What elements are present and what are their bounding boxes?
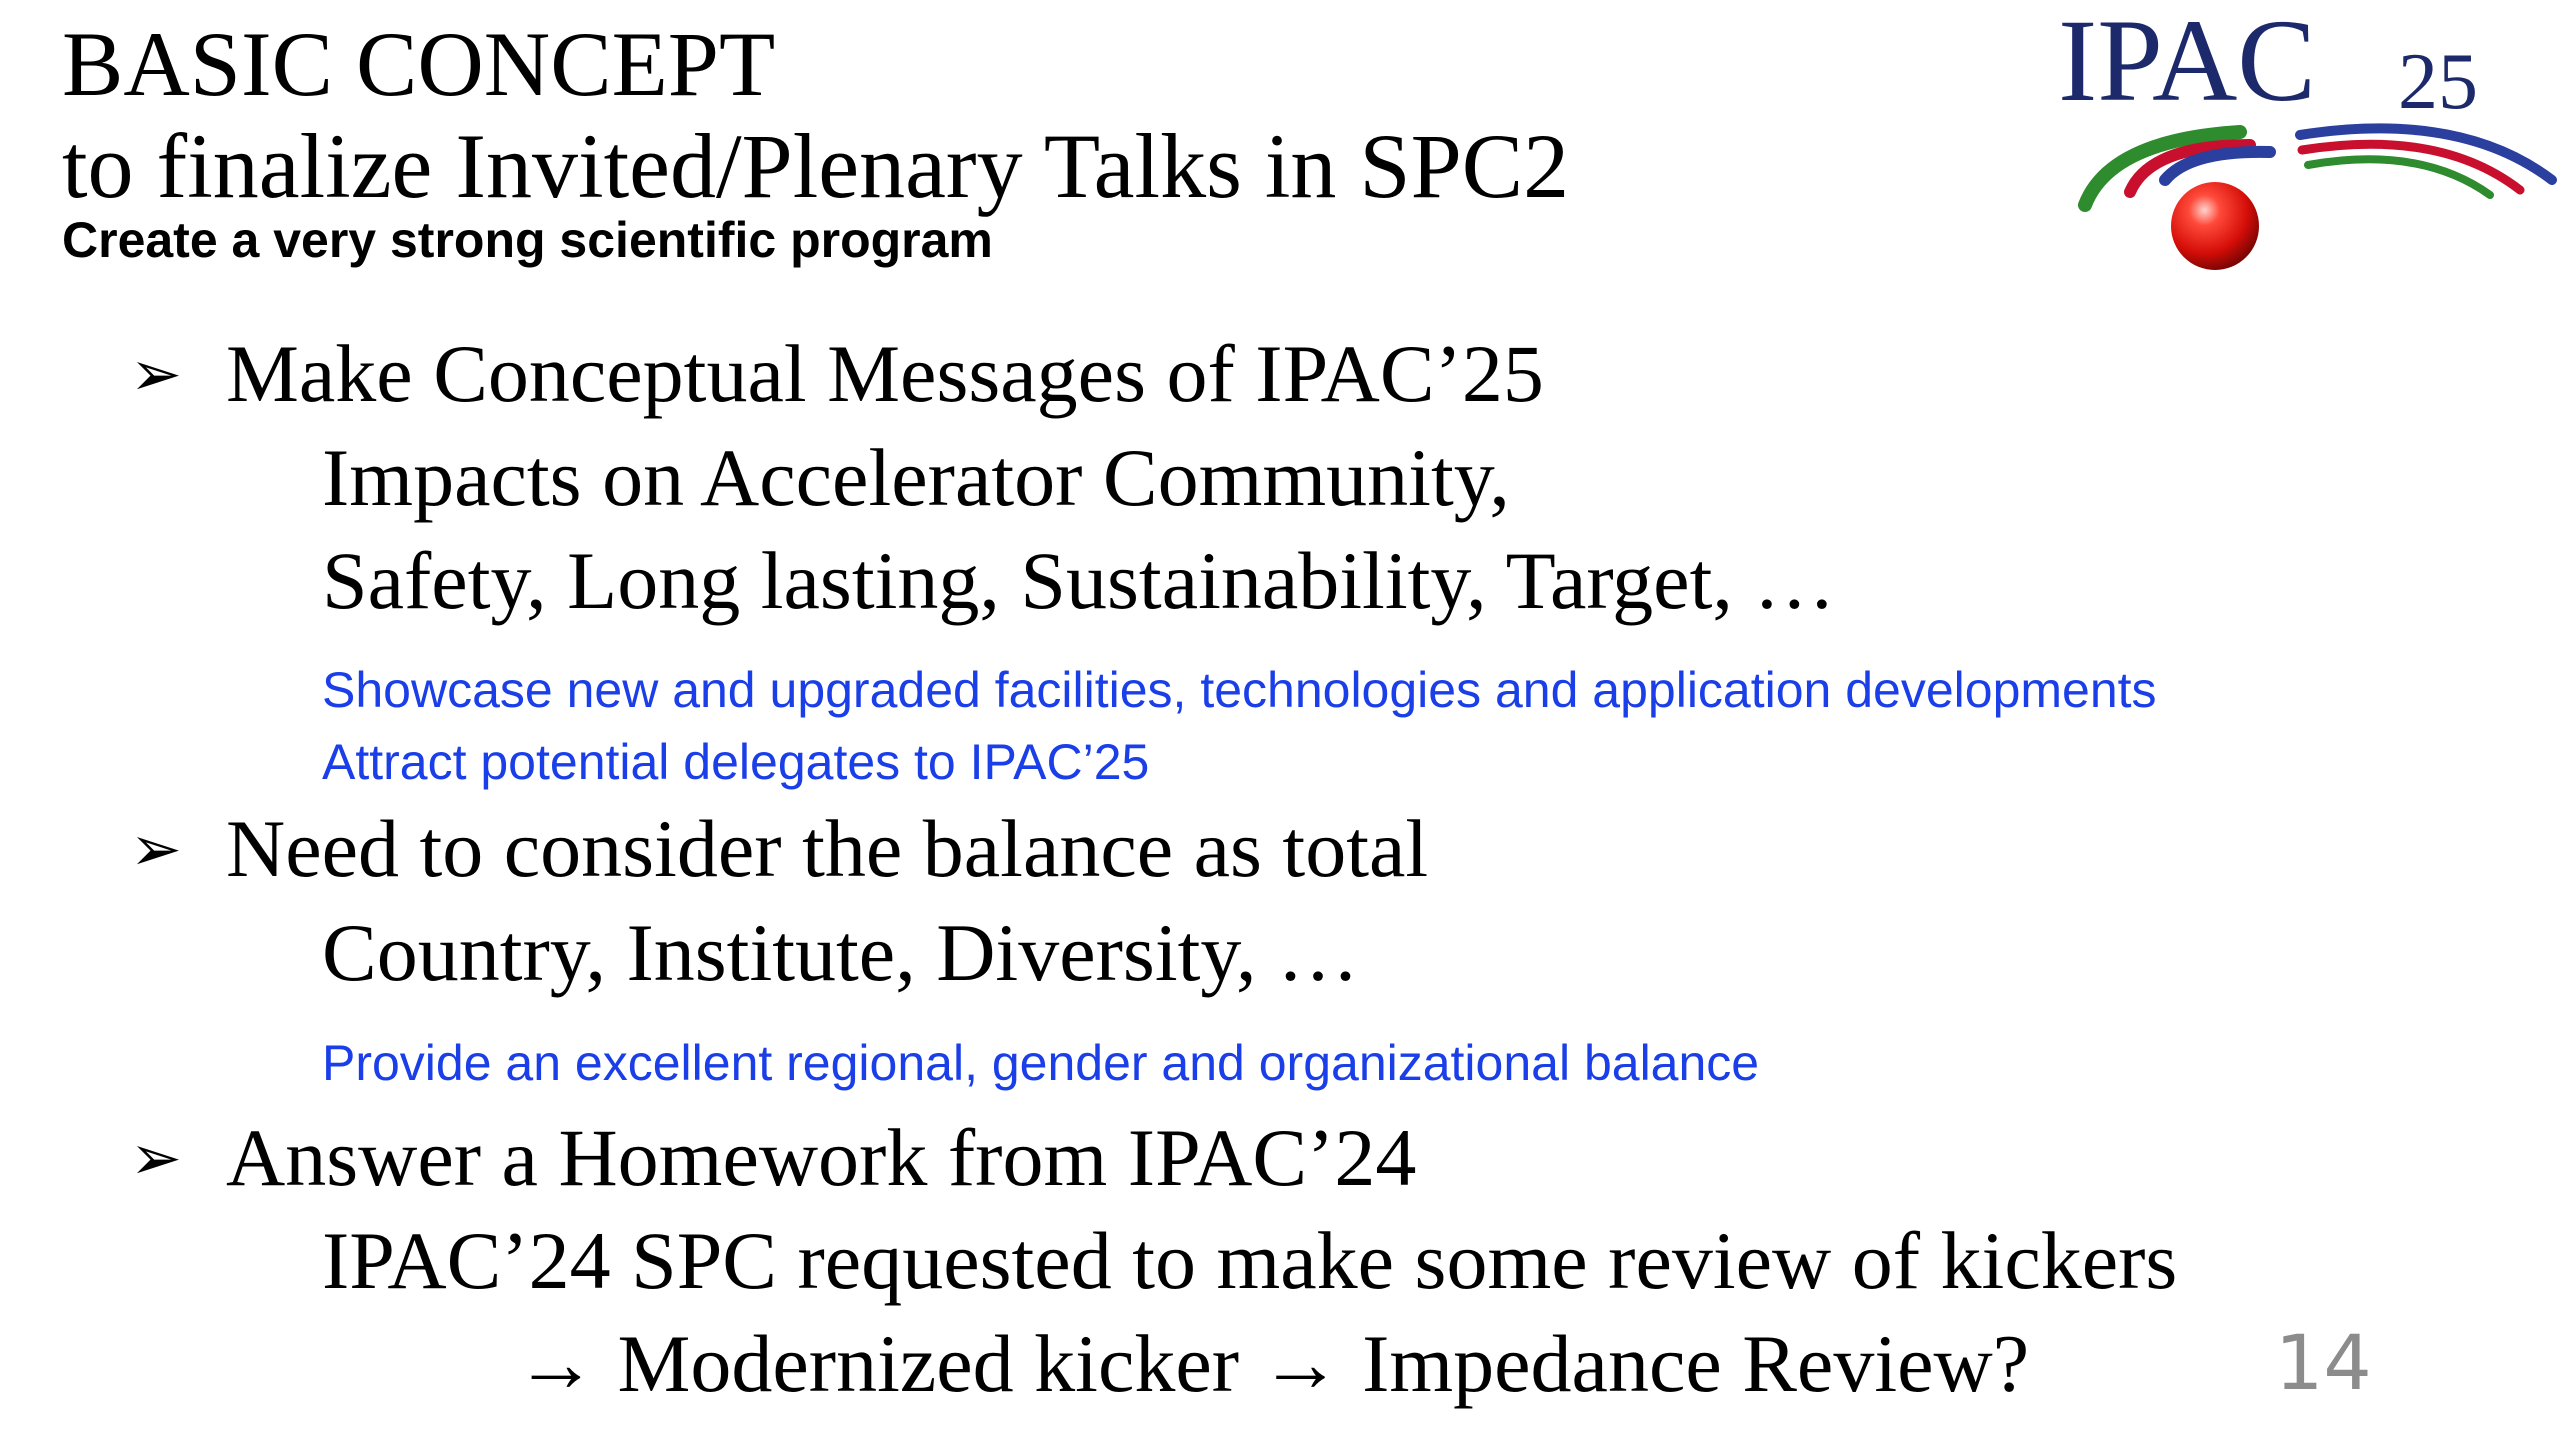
- bullet-1-note-2: Attract potential delegates to IPAC’25: [322, 734, 1150, 790]
- bullet-1: [130, 328, 1544, 419]
- logo-arc-green-right: [2308, 159, 2490, 195]
- bullet-2: [130, 803, 1429, 894]
- logo-arc-blue-right: [2300, 128, 2552, 180]
- bullet-3-line-1: IPAC’24 SPC requested to make some review of kickers: [322, 1215, 2178, 1306]
- bullet-2-text: Need to consider the balance as total: [226, 803, 1429, 894]
- bullet-1-text: Make Conceptual Messages of IPAC’25: [226, 328, 1544, 419]
- logo-arc-red-right: [2302, 144, 2520, 190]
- ipac25-logo: [2040, 0, 2560, 280]
- bullet-arrow-icon: ➢: [130, 337, 182, 410]
- logo-text: IPAC: [2058, 0, 2317, 126]
- page-number: 14: [2275, 1318, 2372, 1407]
- bullet-3-text: Answer a Homework from IPAC’24: [226, 1112, 1417, 1203]
- slide-title-line2: to finalize Invited/Plenary Talks in SPC2: [62, 115, 1570, 217]
- slide-subtitle: Create a very strong scientific program: [62, 212, 993, 268]
- bullet-1-line-1: Impacts on Accelerator Community,: [322, 432, 1510, 523]
- logo-year: 25: [2398, 38, 2478, 126]
- bullet-1-note-1: Showcase new and upgraded facilities, technologies and application developments: [322, 662, 2157, 718]
- bullet-1-line-2: Safety, Long lasting, Sustainability, Target, …: [322, 535, 1836, 626]
- bullet-arrow-icon: ➢: [130, 1121, 182, 1194]
- bullet-3-line-2: → Modernized kicker → Impedance Review?: [515, 1318, 2030, 1409]
- bullet-2-line-1: Country, Institute, Diversity, …: [322, 907, 1360, 998]
- logo-ball: [2171, 182, 2259, 270]
- bullet-3: [130, 1112, 1417, 1203]
- slide-title: BASIC CONCEPT: [62, 13, 776, 115]
- bullet-arrow-icon: ➢: [130, 812, 182, 885]
- bullet-2-note-1: Provide an excellent regional, gender and organizational balance: [322, 1035, 1760, 1091]
